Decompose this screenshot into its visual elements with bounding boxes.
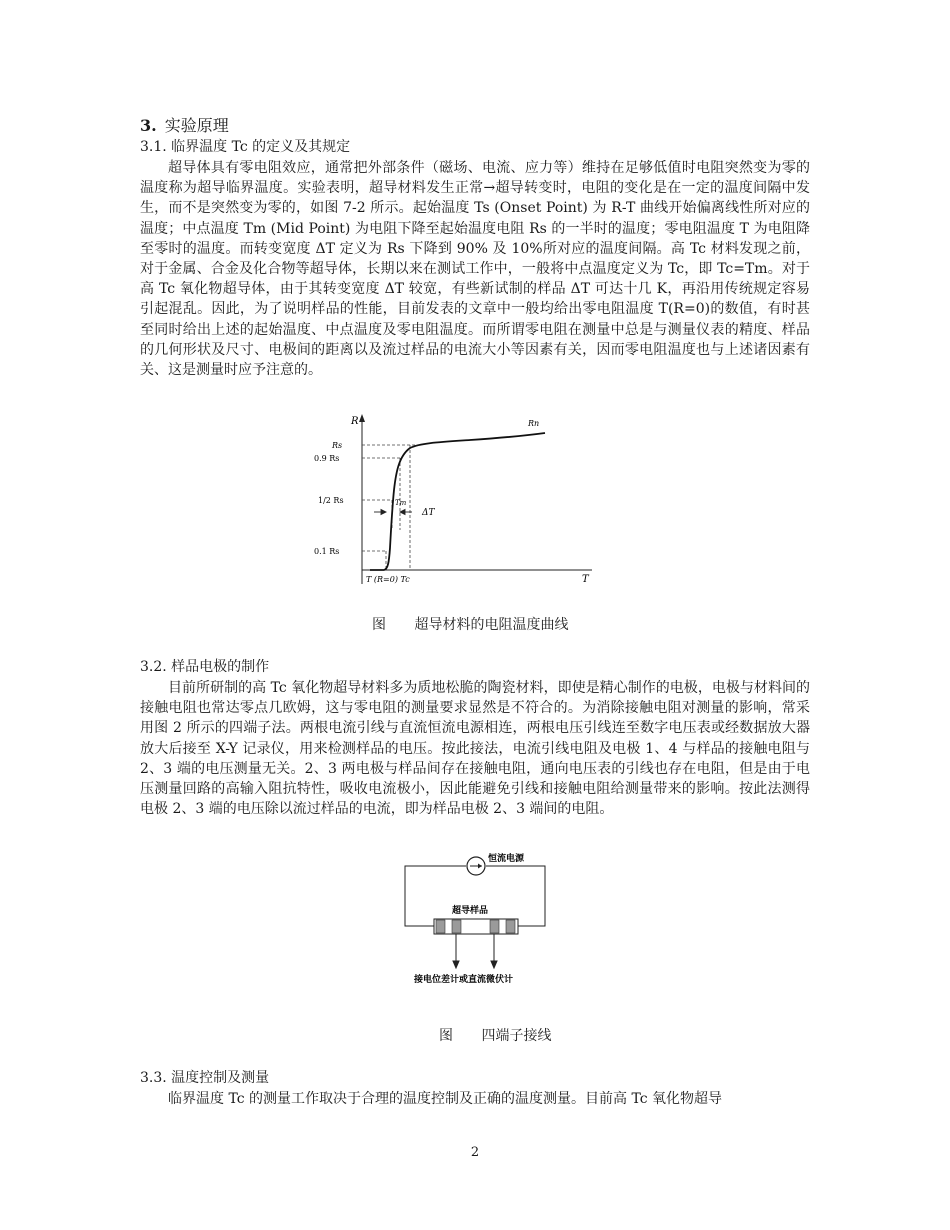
- tick-half-rs: 1/2 Rs: [318, 496, 344, 505]
- page-number: 2: [470, 1145, 480, 1160]
- figure-1-caption: [360, 614, 580, 634]
- left-current-wire: [405, 866, 466, 926]
- tick-01-rs: 0.1 Rs: [314, 547, 340, 556]
- tm-label: Tm: [395, 499, 407, 507]
- sample-label: 超导样品: [452, 906, 489, 916]
- section-number: 3.: [140, 116, 157, 135]
- section-title: 实验原理: [164, 116, 229, 135]
- subsection-3-3-heading: 3.3. 温度控制及测量: [140, 1070, 270, 1086]
- subsection-3-1-heading: 3.1. 临界温度 Tc 的定义及其规定: [140, 139, 351, 155]
- current-source-label: 恒流电源: [488, 854, 525, 864]
- sample-bar: [434, 919, 518, 934]
- subsection-3-3-paragraph: 临界温度 Tc 的测量工作取决于合理的温度控制及正确的温度测量。目前高 Tc 氧化物超导: [168, 1091, 722, 1107]
- rn-curve-label: Rn: [528, 419, 540, 428]
- section-3-heading: [140, 113, 229, 136]
- rs-label: Rs: [332, 441, 343, 450]
- x-axis-label: T: [582, 574, 589, 585]
- subsection-3-2-heading: 3.2. 样品电极的制作: [140, 659, 270, 675]
- figure-2-title: 四端子接线: [481, 1028, 552, 1044]
- subsection-3-1-paragraph: 超导体具有零电阻效应，通常把外部条件（磁场、电流、应力等）维持在足够低值时电阻突然变为零的温度称为超导临界温度。实验表明，超导材料发生正常→超导转变时，电阻的变化是在一定的温度间隔中发生，而不是突然变为零的，如图 7-2 所示。起始温度 Ts (Onset Point) 为 R-T 曲线开始偏离线性所对应的温度；中点温度 Tm (Mid Point) 为电阻下降至起始温度电阻 Rs 的一半时的温度；零电阻温度 T 为电阻降至零时的温度。而转变宽度 ΔT 定义为 Rs 下降到 90% 及 10%所对应的温度间隔。高 Tc 材料发现之前，对于金属、合金及化合物等超导体，长期以来在测试工作中，一般将中点温度定义为 Tc，即 Tc=Tm。对于高 Tc 氧化物超导体，由于其转变宽度 ΔT 较宽，有些新试制的样品 ΔT 可达十几 K，再沿用传统规定容易引起混乱。因此，为了说明样品的性能，目前发表的文章中一般均给出零电阻温度 T(R=0)的数值，有时甚至同时给出上述的起始温度、中点温度及零电阻温度。而所谓零电阻在测量中总是与测量仪表的精度、样品的几何形状及尺寸、电极间的距离以及流过样品的电流大小等因素有关，因而零电阻温度也与上述诸因素有关、这是测量时应予注意的。: [140, 160, 810, 379]
- four-terminal-figure: [400, 852, 550, 990]
- right-current-wire: [486, 866, 545, 926]
- meter-label: 接电位差计或直流微伏计: [414, 975, 514, 985]
- figure-1-title: 超导材料的电阻温度曲线: [414, 617, 569, 633]
- subsection-3-2-paragraph: 目前所研制的高 Tc 氧化物超导材料多为质地松脆的陶瓷材料，即使是精心制作的电极，电极与材料间的接触电阻也常达零点几欧姆，这与零电阻的测量要求显然是不符合的。为消除接触电阻对测量的影响，常采用图 2 所示的四端子法。两根电流引线与直流恒流电源相连，两根电压引线连至数字电压表或经数据放大器放大后接至 X-Y 记录仪，用来检测样品的电压。按此接法，电流引线电阻及电极 1、4 与样品的接触电阻与 2、3 端的电压测量无关。2、3 两电极与样品间存在接触电阻，通向电压表的引线也存在电阻，但是由于电压测量回路的高输入阻抗特性，吸收电流极小，因此能避免引线和接触电阻给测量带来的影响。按此法测得电极 2、3 端的电压除以流过样品的电流，即为样品电极 2、3 端间的电阻。: [140, 680, 810, 818]
- voltage-leads: [453, 934, 497, 968]
- y-axis-arrow: [359, 414, 365, 422]
- delta-t-label: ΔT: [422, 508, 435, 518]
- figure-2-caption: [427, 1025, 563, 1045]
- tick-09-rs: 0.9 Rs: [314, 454, 340, 463]
- figure-2-prefix: 图: [439, 1028, 453, 1044]
- figure-1-prefix: 图: [372, 617, 386, 633]
- x-tick-label: T (R=0) Tc: [366, 575, 410, 584]
- y-axis-label: R: [351, 416, 359, 427]
- rt-curve-figure: [300, 412, 610, 590]
